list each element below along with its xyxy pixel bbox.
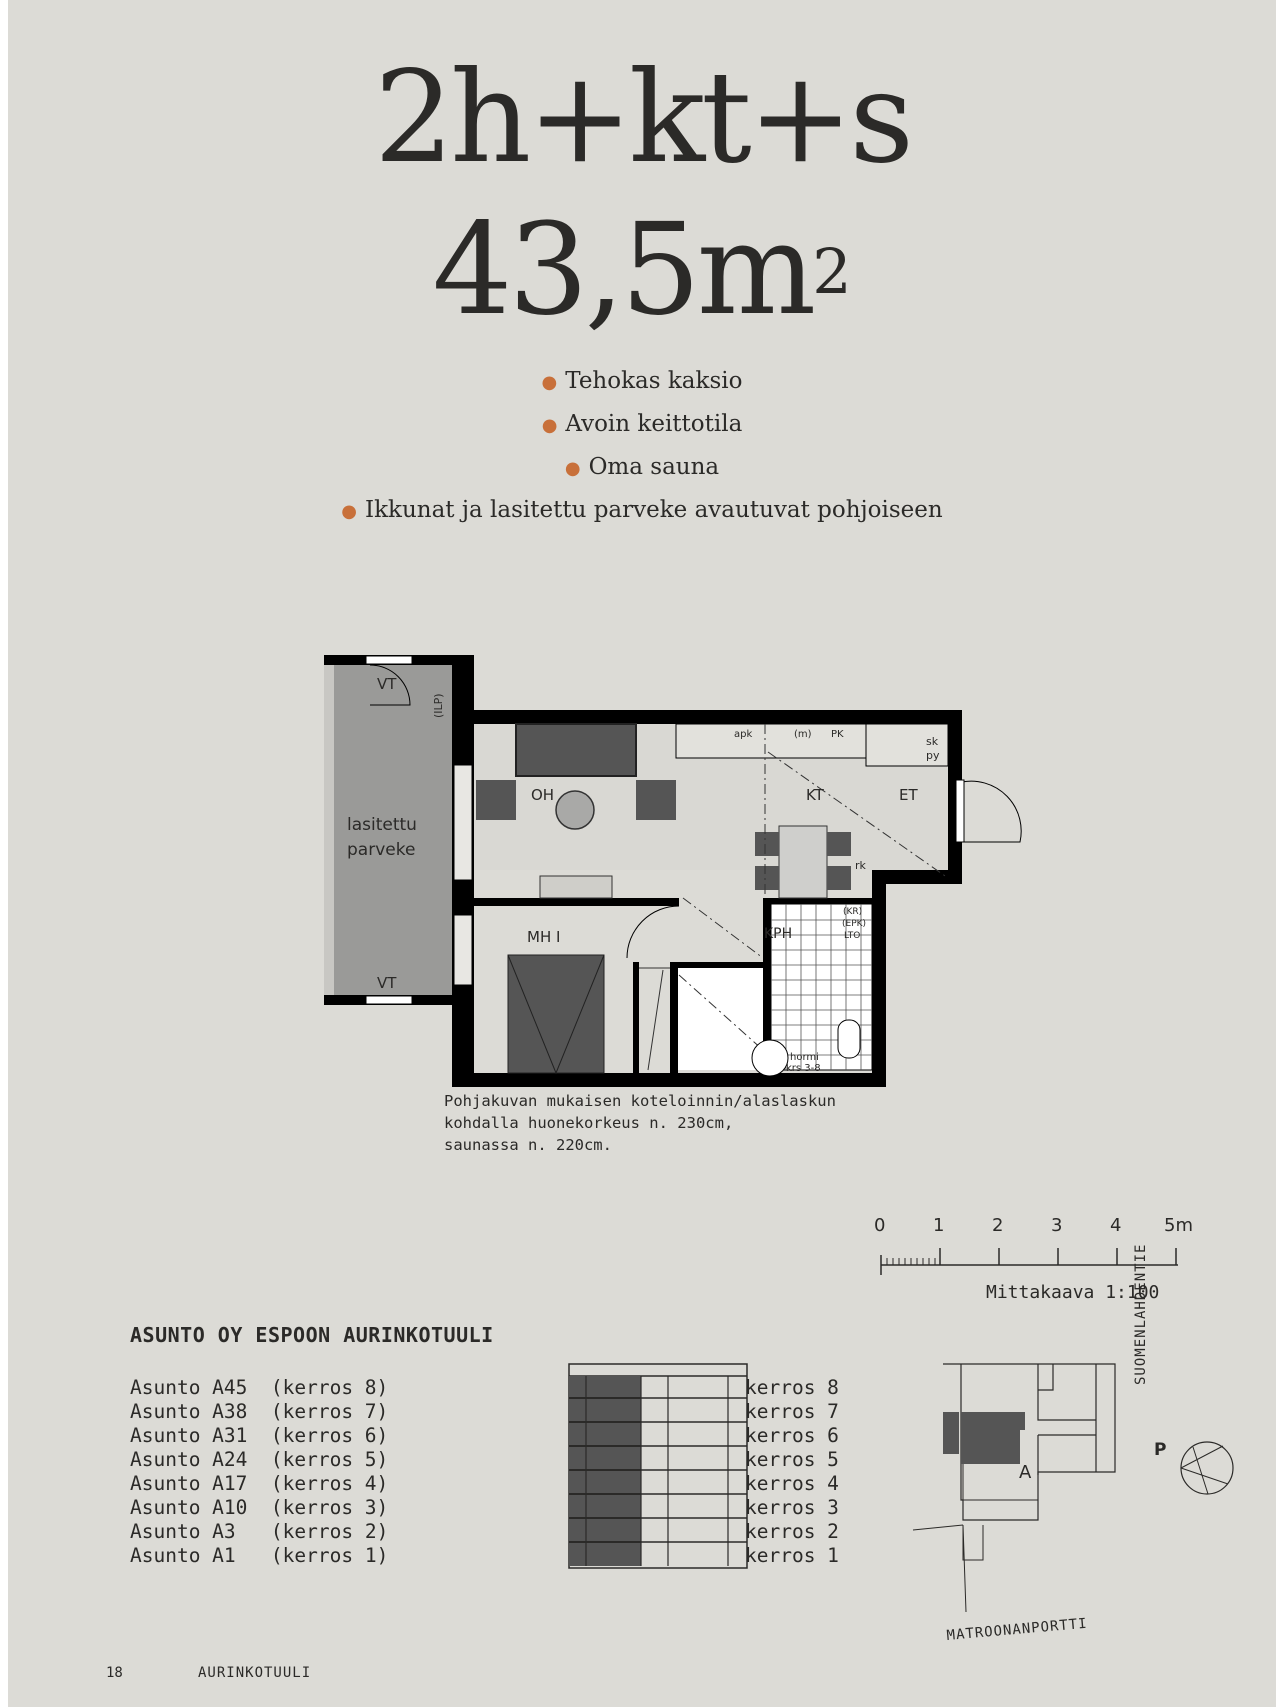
room-label-mh: MH I	[527, 928, 561, 946]
wall	[452, 710, 960, 724]
chair	[755, 866, 779, 890]
window	[454, 765, 472, 880]
scale-label: Mittakaava 1:100	[986, 1282, 1160, 1303]
scale-tick-label: 5m	[1164, 1215, 1193, 1236]
toilet	[838, 1020, 860, 1058]
floor-stack	[569, 1364, 747, 1568]
epk-label: (EPK)	[842, 919, 867, 929]
sofa	[516, 724, 636, 776]
kr-label: (KR)	[843, 907, 863, 917]
street-label-south: MATROONANPORTTI	[946, 1615, 1089, 1644]
floor-label: kerros 4	[745, 1472, 839, 1495]
room-label-oh: OH	[531, 786, 555, 804]
floor-label: kerros 8	[745, 1376, 839, 1399]
scale-tick-label: 4	[1110, 1215, 1122, 1236]
ceiling-height-note: Pohjakuvan mukaisen koteloinnin/alaslaskun kohdalla huonekorkeus n. 230cm, saunassa n. 220cm.	[444, 1092, 836, 1154]
pk-label: PK	[831, 729, 844, 740]
floor-label: kerros 5	[745, 1448, 839, 1471]
vt-window	[366, 656, 412, 664]
feature-text: Oma sauna	[588, 454, 720, 480]
room-label-kt: KT	[806, 786, 824, 804]
room-label-kph: KPH	[764, 926, 793, 942]
area-value: 43,5m	[432, 196, 813, 343]
feature-text: Ikkunat ja lasitettu parveke avautuvat pohjoiseen	[365, 497, 943, 523]
ilp-label: (ILP)	[432, 693, 445, 718]
area-exponent: 2	[812, 235, 852, 308]
wall	[670, 962, 678, 1074]
apk-label: apk	[734, 729, 753, 740]
armchair	[636, 780, 676, 820]
company-name: ASUNTO OY ESPOON AURINKOTUULI	[130, 1323, 494, 1347]
bullet-icon: ●	[541, 372, 558, 393]
m-label: (m)	[794, 729, 812, 740]
street-label-east: SUOMENLAHDENTIE	[1133, 1243, 1149, 1385]
armchair	[476, 780, 516, 820]
sauna-stove	[752, 1040, 788, 1076]
bed	[508, 955, 604, 1073]
wall	[670, 962, 765, 968]
unit-row: Asunto A31 (kerros 6)	[130, 1424, 389, 1447]
floor-label: kerros 7	[745, 1400, 839, 1423]
hormi-label: hormi	[790, 1052, 819, 1063]
wall	[633, 962, 639, 1074]
apartment-type-title: 2h+kt+s	[373, 44, 911, 191]
feature-text: Tehokas kaksio	[565, 368, 743, 394]
vt-label: VT	[377, 675, 397, 693]
room-label-et: ET	[899, 786, 918, 804]
wall	[872, 870, 886, 1085]
tv-bench	[540, 876, 612, 898]
unit-row: Asunto A3 (kerros 2)	[130, 1520, 389, 1543]
unit-row: Asunto A10 (kerros 3)	[130, 1496, 389, 1519]
brochure-page	[8, 0, 1276, 1707]
bullet-icon: ●	[541, 415, 558, 436]
unit-row: Asunto A17 (kerros 4)	[130, 1472, 389, 1495]
unit-row: Asunto A24 (kerros 5)	[130, 1448, 389, 1471]
chair	[827, 866, 851, 890]
wardrobe	[639, 968, 670, 1070]
footer-name: AURINKOTUULI	[198, 1665, 312, 1681]
dining-table	[779, 826, 827, 898]
page-number: 18	[106, 1665, 123, 1681]
north-arrow-label: P	[1154, 1440, 1167, 1460]
sk-label: sk	[926, 735, 939, 748]
sauna	[678, 968, 763, 1070]
site-map	[913, 1364, 1233, 1612]
wall	[452, 1073, 886, 1087]
py-label: py	[926, 749, 940, 762]
krs-label: krs 3-8	[786, 1063, 821, 1074]
scale-tick-label: 0	[874, 1215, 886, 1236]
floor-label: kerros 6	[745, 1424, 839, 1447]
wall	[763, 898, 873, 904]
entry-door-swing	[962, 781, 1021, 842]
balcony-label: parveke	[347, 840, 416, 860]
balcony-label: lasitettu	[347, 815, 417, 835]
floor-label: kerros 1	[745, 1544, 839, 1567]
building-label: A	[1019, 1462, 1032, 1483]
vt-label: VT	[377, 974, 397, 992]
bullet-icon: ●	[341, 501, 357, 522]
floor-label: kerros 2	[745, 1520, 839, 1543]
scale-tick-label: 3	[1051, 1215, 1063, 1236]
floor-label: kerros 3	[745, 1496, 839, 1519]
window	[454, 915, 472, 985]
chair	[827, 832, 851, 856]
scale-tick-label: 1	[933, 1215, 945, 1236]
wall	[874, 870, 962, 884]
door-swing	[627, 906, 679, 958]
feature-text: Avoin keittotila	[565, 411, 743, 437]
rk-label: rk	[855, 859, 866, 872]
coffee-table	[556, 791, 594, 829]
unit-row: Asunto A1 (kerros 1)	[130, 1544, 389, 1567]
unit-row: Asunto A38 (kerros 7)	[130, 1400, 389, 1423]
unit-row: Asunto A45 (kerros 8)	[130, 1376, 389, 1399]
bullet-icon: ●	[564, 458, 581, 479]
balcony-glazing	[324, 655, 334, 1005]
entry-door	[956, 780, 964, 842]
scale-tick-label: 2	[992, 1215, 1004, 1236]
wall	[474, 898, 679, 906]
chair	[755, 832, 779, 856]
lto-label: LTO	[844, 931, 861, 941]
vt-window	[366, 996, 412, 1004]
